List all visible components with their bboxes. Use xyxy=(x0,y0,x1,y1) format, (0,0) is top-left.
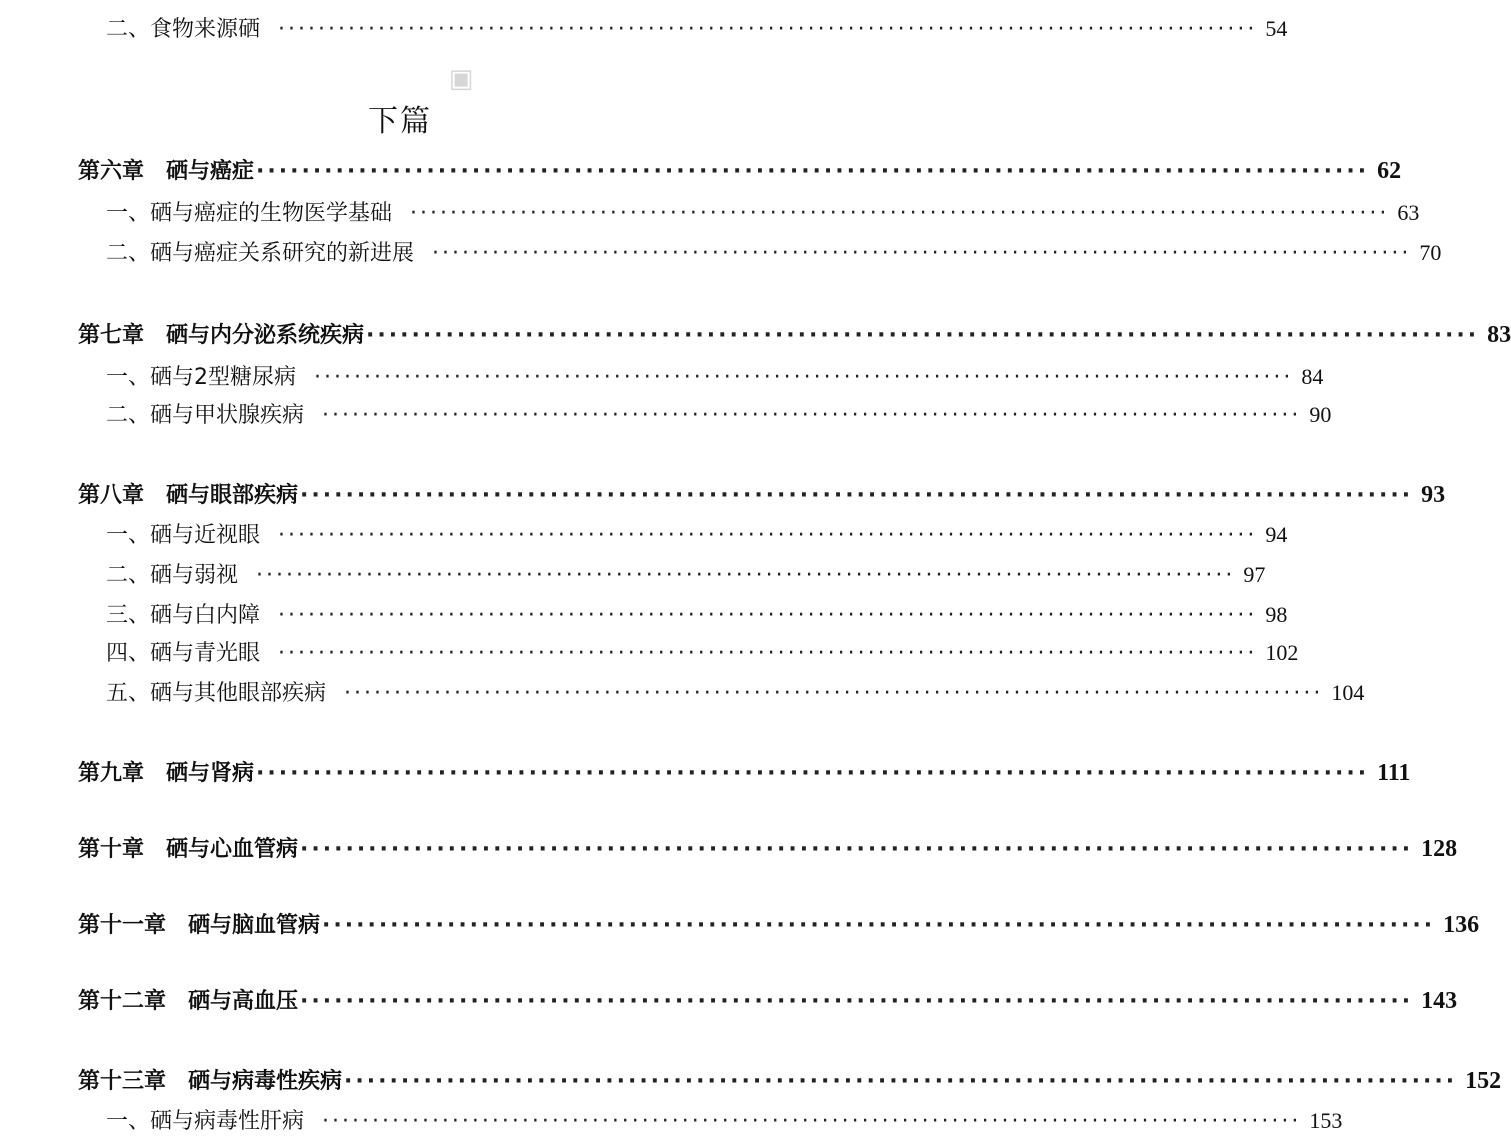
chapter-number: 第八章 xyxy=(78,483,145,508)
chapter-title: 硒与脑血管病 xyxy=(188,913,321,938)
chapter-title: 硒与癌症 xyxy=(166,159,255,184)
toc-chapter-10[interactable] xyxy=(78,832,1458,863)
leader-dots: ·································································································· xyxy=(410,201,1390,226)
chapter-title: 硒与肾病 xyxy=(166,761,255,786)
chapter-page: 143 xyxy=(1421,988,1458,1014)
chapter-title: 硒与心血管病 xyxy=(166,837,299,862)
toc-chapter-7[interactable] xyxy=(78,318,1511,349)
toc-entry[interactable] xyxy=(106,1104,1343,1135)
toc-entry-label: 二、硒与癌症关系研究的新进展 xyxy=(106,241,415,266)
leader-dots: ·································································································· xyxy=(366,323,1480,348)
leader-dots: ·································································································· xyxy=(256,761,1370,786)
toc-entry-label: 一、硒与病毒性肝病 xyxy=(106,1109,305,1134)
chapter-page: 62 xyxy=(1377,158,1402,184)
chapter-number: 第十章 xyxy=(78,837,145,862)
toc-entry[interactable] xyxy=(106,636,1299,667)
toc-entry[interactable] xyxy=(106,676,1365,707)
toc-entry-page: 90 xyxy=(1309,402,1332,427)
part-title: 下篇 xyxy=(368,104,432,139)
chapter-page: 128 xyxy=(1421,836,1458,862)
leader-dots: ·································································································· xyxy=(278,603,1258,628)
chapter-label xyxy=(78,908,320,939)
leader-dots: ·································································································· xyxy=(300,837,1414,862)
chapter-number: 第十三章 xyxy=(78,1069,167,1094)
chapter-number: 第六章 xyxy=(78,159,145,184)
chapter-page: 111 xyxy=(1377,760,1411,786)
toc-chapter-9[interactable] xyxy=(78,756,1411,787)
toc-entry[interactable] xyxy=(106,558,1266,589)
watermark-icon: ▣ xyxy=(448,64,474,94)
leader-dots: ·································································································· xyxy=(300,989,1414,1014)
leader-dots: ·································································································· xyxy=(322,1109,1302,1134)
chapter-title: 硒与病毒性疾病 xyxy=(188,1069,343,1094)
toc-entry-page: 94 xyxy=(1265,522,1288,547)
chapter-page: 83 xyxy=(1487,322,1511,348)
toc-entry-label: 二、硒与弱视 xyxy=(106,563,239,588)
toc-entry-page: 63 xyxy=(1397,200,1420,225)
chapter-label xyxy=(78,1064,342,1095)
chapter-page: 136 xyxy=(1443,912,1480,938)
toc-entry-label: 一、硒与2型糖尿病 xyxy=(106,365,296,390)
chapter-label xyxy=(78,984,298,1015)
toc-entry-page: 153 xyxy=(1309,1108,1343,1133)
toc-entry[interactable] xyxy=(106,360,1324,391)
leader-dots: ·································································································· xyxy=(278,17,1258,42)
toc-entry-page: 98 xyxy=(1265,602,1288,627)
leader-dots: ·································································································· xyxy=(300,483,1414,508)
chapter-title: 硒与眼部疾病 xyxy=(166,483,299,508)
chapter-label xyxy=(78,154,254,185)
toc-entry-label: 一、硒与癌症的生物医学基础 xyxy=(106,201,393,226)
leader-dots: ·································································································· xyxy=(278,641,1258,666)
toc-entry-label: 三、硒与白内障 xyxy=(106,603,261,628)
leader-dots: ·································································································· xyxy=(344,1069,1458,1094)
leader-dots: ·································································································· xyxy=(322,913,1436,938)
toc-entry-page: 70 xyxy=(1419,240,1442,265)
toc-entry[interactable] xyxy=(106,196,1420,227)
toc-entry-label: 二、食物来源硒 xyxy=(106,17,261,42)
chapter-label xyxy=(78,832,298,863)
toc-entry-page: 102 xyxy=(1265,640,1299,665)
leader-dots: ·································································································· xyxy=(344,681,1324,706)
toc-entry[interactable] xyxy=(106,236,1442,267)
toc-entry-page: 54 xyxy=(1265,16,1288,41)
toc-chapter-12[interactable] xyxy=(78,984,1458,1015)
toc-entry[interactable] xyxy=(106,598,1288,629)
chapter-number: 第十二章 xyxy=(78,989,167,1014)
toc-entry-label: 四、硒与青光眼 xyxy=(106,641,261,666)
chapter-title: 硒与内分泌系统疾病 xyxy=(166,323,365,348)
leader-dots: ·································································································· xyxy=(256,159,1370,184)
chapter-label xyxy=(78,318,364,349)
toc-entry-food-selenium[interactable] xyxy=(106,12,1288,43)
toc-entry-page: 84 xyxy=(1301,364,1324,389)
toc-entry-page: 104 xyxy=(1331,680,1365,705)
toc-entry-label: 二、硒与甲状腺疾病 xyxy=(106,403,305,428)
chapter-number: 第七章 xyxy=(78,323,145,348)
chapter-label xyxy=(78,756,254,787)
chapter-label xyxy=(78,478,298,509)
leader-dots: ·································································································· xyxy=(314,365,1294,390)
toc-entry-label: 五、硒与其他眼部疾病 xyxy=(106,681,327,706)
toc-entry-page: 97 xyxy=(1243,562,1266,587)
toc-chapter-8[interactable] xyxy=(78,478,1446,509)
leader-dots: ·································································································· xyxy=(432,241,1412,266)
chapter-page: 152 xyxy=(1465,1068,1502,1094)
leader-dots: ·································································································· xyxy=(278,523,1258,548)
toc-chapter-13[interactable] xyxy=(78,1064,1502,1095)
chapter-number: 第九章 xyxy=(78,761,145,786)
leader-dots: ·································································································· xyxy=(256,563,1236,588)
toc-chapter-6[interactable] xyxy=(78,154,1402,185)
leader-dots: ·································································································· xyxy=(322,403,1302,428)
toc-entry-label: 一、硒与近视眼 xyxy=(106,523,261,548)
toc-entry[interactable] xyxy=(106,518,1288,549)
toc-chapter-11[interactable] xyxy=(78,908,1480,939)
chapter-page: 93 xyxy=(1421,482,1446,508)
chapter-number: 第十一章 xyxy=(78,913,167,938)
toc-entry[interactable] xyxy=(106,398,1332,429)
chapter-title: 硒与高血压 xyxy=(188,989,299,1014)
